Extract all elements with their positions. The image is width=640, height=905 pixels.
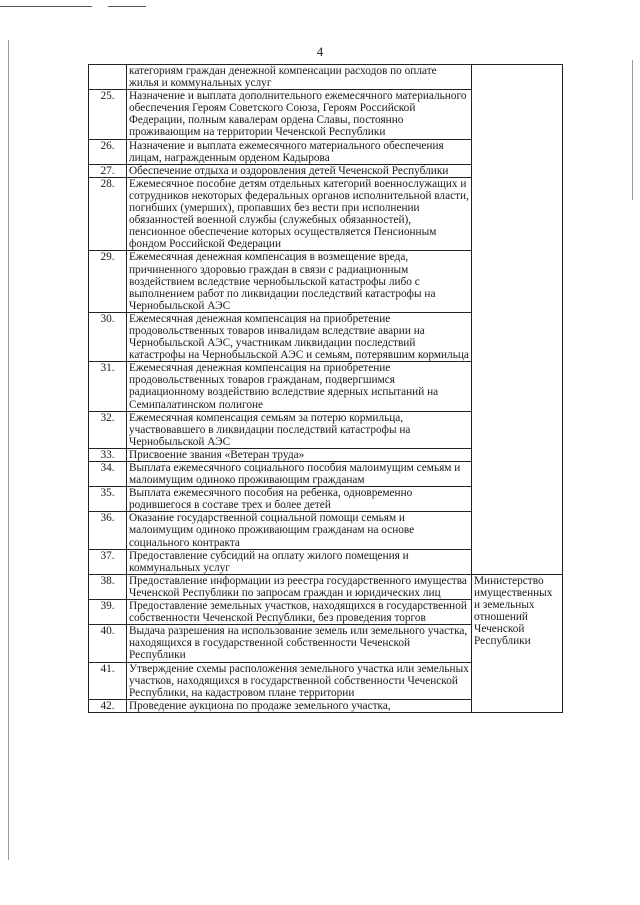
service-name: Проведение аукциона по продаже земельного участка, xyxy=(127,699,472,712)
top-rule-short xyxy=(108,6,146,7)
service-name: Ежемесячное пособие детям отдельных категорий военнослужащих и сотрудников некоторых федеральных органов исполнительной власти, погибших (умерших), пропавших без вести при исполнении обязанностей военной службы (служебных обязанностей), пенсионное обеспечение которых осуществляется Пенсионным фондом Российской Федерации xyxy=(127,177,472,251)
row-number: 25. xyxy=(89,90,127,139)
row-number: 37. xyxy=(89,549,127,574)
services-table-body xyxy=(89,65,563,713)
row-number: 35. xyxy=(89,487,127,512)
service-name: Ежемесячная денежная компенсация на приобретение продовольственных товаров инвалидам вследствие аварии на Чернобыльской АЭС, участникам ликвидации последствий катастрофы на Чернобыльской АЭС и семьям, потерявшим кормильца xyxy=(127,312,472,361)
service-name: Предоставление субсидий на оплату жилого помещения и коммунальных услуг xyxy=(127,549,472,574)
service-name: Ежемесячная денежная компенсация в возмещение вреда, причиненного здоровью граждан в связи с радиационным воздействием вследствие чернобыльской катастрофы либо с выполнением работ по ликвидации последствий катастрофы на Чернобыльской АЭС xyxy=(127,251,472,312)
row-number: 36. xyxy=(89,512,127,549)
row-number: 26. xyxy=(89,139,127,164)
service-name: Утверждение схемы расположения земельного участка или земельных участков, находящихся в государственной собственности Чеченской Республики, на кадастровом плане территории xyxy=(127,662,472,699)
top-rule xyxy=(0,6,92,7)
right-edge-mark xyxy=(632,60,633,200)
row-number: 27. xyxy=(89,164,127,177)
row-number: 33. xyxy=(89,448,127,461)
row-number: 42. xyxy=(89,699,127,712)
row-number: 30. xyxy=(89,312,127,361)
organization-cell-empty xyxy=(472,65,563,575)
service-name: Обеспечение отдыха и оздоровления детей Чеченской Республики xyxy=(127,164,472,177)
service-name: Назначение и выплата дополнительного ежемесячного материального обеспечения Героям Советского Союза, Героям Российской Федерации, полным кавалерам ордена Славы, постоянно проживающим на территории Чеченской Республики xyxy=(127,90,472,139)
organization-name: Министерство имущественных и земельных отношений Чеченской Республики xyxy=(472,574,563,712)
service-name: Ежемесячная денежная компенсация на приобретение продовольственных товаров гражданам, подвергшимся радиационному воздействию вследствие ядерных испытаний на Семипалатинском полигоне xyxy=(127,362,472,411)
table-row xyxy=(89,574,563,599)
service-name: Предоставление земельных участков, находящихся в государственной собственности Чеченской Республики, без проведения торгов xyxy=(127,600,472,625)
row-number: 29. xyxy=(89,251,127,312)
row-number: 41. xyxy=(89,662,127,699)
row-number: 39. xyxy=(89,600,127,625)
row-number: 40. xyxy=(89,625,127,662)
row-number xyxy=(89,65,127,90)
row-number: 38. xyxy=(89,574,127,599)
service-name: Предоставление информации из реестра государственного имущества Чеченской Республики по запросам граждан и юридических лиц xyxy=(127,574,472,599)
service-name: Назначение и выплата ежемесячного материального обеспечения лицам, награжденным орденом Кадырова xyxy=(127,139,472,164)
row-number: 34. xyxy=(89,462,127,487)
service-name: Выплата ежемесячного пособия на ребенка, одновременно родившегося в составе трех и более детей xyxy=(127,487,472,512)
service-name: Присвоение звания «Ветеран труда» xyxy=(127,448,472,461)
row-number: 32. xyxy=(89,411,127,448)
row-number: 31. xyxy=(89,362,127,411)
page-number: 4 xyxy=(316,44,324,59)
table-row xyxy=(89,65,563,90)
row-number: 28. xyxy=(89,177,127,251)
service-name: Оказание государственной социальной помощи семьям и малоимущим одиноко проживающим гражданам на основе социального контракта xyxy=(127,512,472,549)
service-name: категориям граждан денежной компенсации расходов по оплате жилья и коммунальных услуг xyxy=(127,65,472,90)
service-name: Выдача разрешения на использование земель или земельного участка, находящихся в государственной собственности Чеченской Республики xyxy=(127,625,472,662)
services-table xyxy=(88,64,563,713)
service-name: Ежемесячная компенсация семьям за потерю кормильца, участвовавшего в ликвидации последствий катастрофы на Чернобыльской АЭС xyxy=(127,411,472,448)
left-edge-mark xyxy=(8,40,9,860)
service-name: Выплата ежемесячного социального пособия малоимущим семьям и малоимущим одиноко проживающим гражданам xyxy=(127,462,472,487)
